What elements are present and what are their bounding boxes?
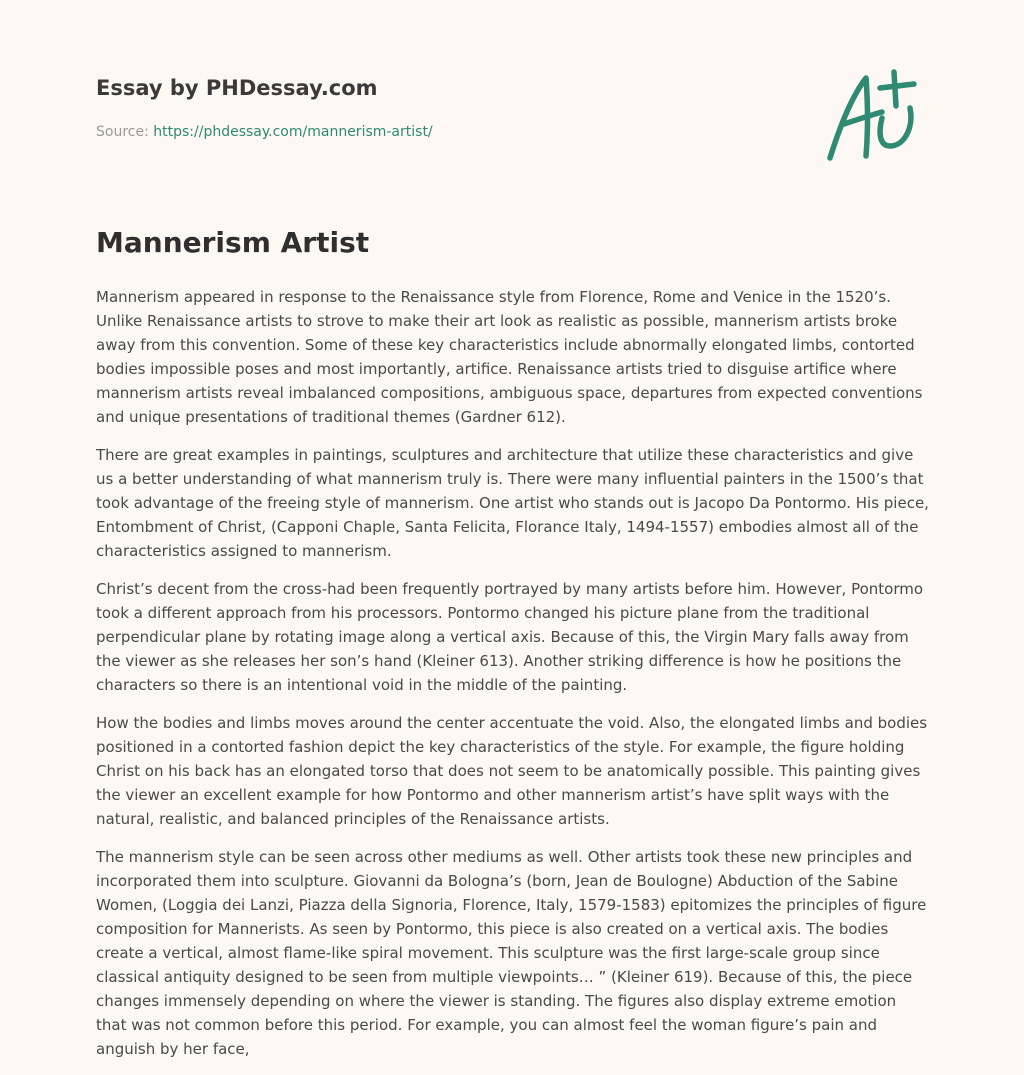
source-label: Source:	[96, 124, 149, 140]
site-brand: Essay by PHDessay.com	[96, 76, 378, 100]
paragraph: There are great examples in paintings, sculptures and architecture that utilize these characteristics and give us a better understanding of what mannerism truly is. There were many influential painters in the 1500’s that took advantage of the freeing style of mannerism. One artist who stands out is Jacopo Da Pontormo. His piece, Entombment of Christ, (Capponi Chaple, Santa Felicita, Florance Italy, 1494-1557) embodies almost all of the characteristics assigned to mannerism.	[96, 446, 929, 560]
paragraph: Christ’s decent from the cross-had been frequently portrayed by many artists before him. However, Pontormo took a different approach from his processors. Pontormo changed his picture plane from the traditional perpendicular plane by rotating image along a vertical axis. Because of this, the Virgin Mary falls away from the viewer as she releases her son’s hand (Kleiner 613). Another striking difference is how he positions the characters so there is an intentional void in the middle of the painting.	[96, 580, 924, 694]
source-line	[96, 124, 433, 140]
article-body	[96, 285, 930, 1075]
a-plus-logo-icon	[822, 66, 928, 166]
article-title: Mannerism Artist	[96, 226, 370, 259]
paragraph: The mannerism style can be seen across other mediums as well. Other artists took these new principles and incorporated them into sculpture. Giovanni da Bologna’s (born, Jean de Boulogne) Abduction of the Sabine Women, (Loggia dei Lanzi, Piazza della Signoria, Florence, Italy, 1579-1583) epitomizes the principles of figure composition for Mannerists. As seen by Pontormo, this piece is also created on a vertical axis. The bodies create a vertical, almost flame-like spiral movement. This sculpture was the first large-scale group since classical antiquity designed to be seen from multiple viewpoints… ” (Kleiner 619). Because of this, the piece changes immensely depending on where the viewer is standing. The figures also display extreme emotion that was not common before this period. For example, you can almost feel the woman figure’s pain and anguish by her face,	[96, 848, 927, 1058]
paragraph: How the bodies and limbs moves around the center accentuate the void. Also, the elongated limbs and bodies positioned in a contorted fashion depict the key characteristics of the style. For example, the figure holding Christ on his back has an elongated torso that does not seem to be anatomically possible. This painting gives the viewer an excellent example for how Pontormo and other mannerism artist’s have split ways with the natural, realistic, and balanced principles of the Renaissance artists.	[96, 714, 928, 828]
paragraph: Mannerism appeared in response to the Renaissance style from Florence, Rome and Venice in the 1520’s. Unlike Renaissance artists to strove to make their art look as realistic as possible, mannerism artists broke away from this convention. Some of these key characteristics include abnormally elongated limbs, contorted bodies impossible poses and most importantly, artifice. Renaissance artists tried to disguise artifice where mannerism artists reveal imbalanced compositions, ambiguous space, departures from expected conventions and unique presentations of traditional themes (Gardner 612).	[96, 288, 923, 426]
source-link[interactable]: https://phdessay.com/mannerism-artist/	[153, 124, 433, 140]
